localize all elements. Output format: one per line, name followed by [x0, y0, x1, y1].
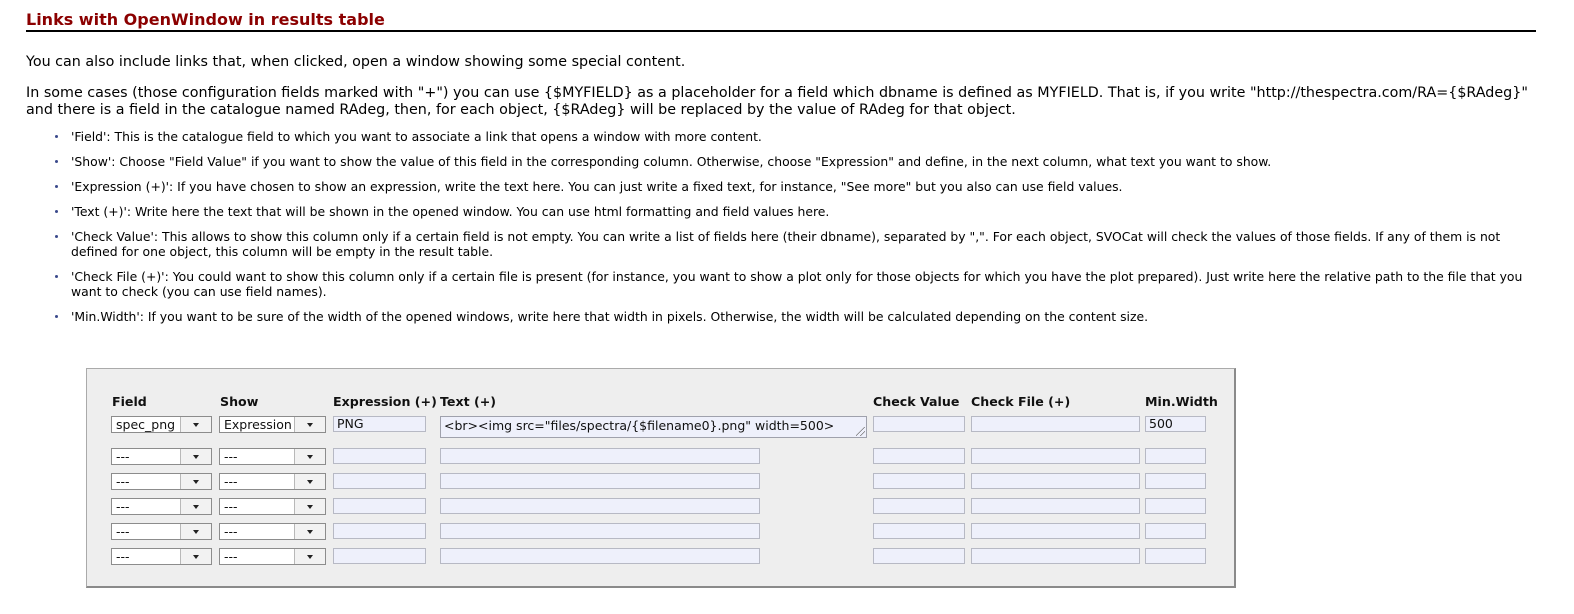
- expression-input[interactable]: [333, 473, 426, 489]
- show-select[interactable]: [219, 448, 326, 465]
- show-select-value: ---: [224, 474, 238, 489]
- show-select[interactable]: [219, 523, 326, 540]
- field-select[interactable]: [111, 473, 212, 490]
- page-content: [26, 10, 1536, 334]
- header-show: Show: [220, 394, 259, 409]
- field-select-value: ---: [116, 549, 130, 564]
- chevron-down-icon[interactable]: [180, 417, 211, 432]
- help-item-min-width: 'Min.Width': If you want to be sure of the width of the opened windows, write here that width in pixels. Otherwise, the width will be calculated depending on the content size.: [71, 309, 1536, 324]
- header-min-width: Min.Width: [1145, 394, 1218, 409]
- check-value-input[interactable]: [873, 548, 965, 564]
- chevron-down-icon[interactable]: [180, 499, 211, 514]
- chevron-down-icon[interactable]: [180, 474, 211, 489]
- chevron-down-icon[interactable]: [180, 524, 211, 539]
- text-input[interactable]: [440, 448, 760, 464]
- field-select-value: ---: [116, 449, 130, 464]
- chevron-down-icon[interactable]: [180, 449, 211, 464]
- header-expression: Expression (+): [333, 394, 437, 409]
- header-check-file: Check File (+): [971, 394, 1071, 409]
- field-select-value: spec_png: [116, 417, 176, 432]
- text-input[interactable]: [440, 523, 760, 539]
- chevron-down-icon[interactable]: [294, 417, 325, 432]
- chevron-down-icon[interactable]: [294, 474, 325, 489]
- text-textarea[interactable]: [440, 416, 867, 438]
- check-file-input[interactable]: [971, 548, 1140, 564]
- text-input[interactable]: [440, 548, 760, 564]
- show-select[interactable]: [219, 498, 326, 515]
- check-file-input[interactable]: [971, 416, 1140, 432]
- check-value-input[interactable]: [873, 448, 965, 464]
- chevron-down-icon[interactable]: [180, 549, 211, 564]
- field-select-value: ---: [116, 499, 130, 514]
- show-select[interactable]: [219, 473, 326, 490]
- text-textarea-value: <br><img src="files/spectra/{$filename0}.png" width=500>: [444, 418, 835, 433]
- check-file-input[interactable]: [971, 448, 1140, 464]
- expression-input[interactable]: [333, 548, 426, 564]
- chevron-down-icon[interactable]: [294, 524, 325, 539]
- help-item-field: 'Field': This is the catalogue field to which you want to associate a link that opens a window with more content.: [71, 129, 1536, 144]
- help-item-check-value: 'Check Value': This allows to show this column only if a certain field is not empty. You can write a list of fields here (their dbname), separated by ",". For each object, SVOCat will check the values of those fields. If any of them is not defined for one object, this column will be empty in the result table.: [71, 229, 1536, 259]
- show-select-value: ---: [224, 499, 238, 514]
- help-list: [26, 129, 1536, 324]
- show-select-value: ---: [224, 524, 238, 539]
- min-width-input[interactable]: [1145, 498, 1206, 514]
- help-item-text: 'Text (+)': Write here the text that will be shown in the opened window. You can use html formatting and field values here.: [71, 204, 1536, 219]
- openwindow-config-table: [86, 368, 1236, 588]
- min-width-input[interactable]: [1145, 473, 1206, 489]
- show-select[interactable]: [219, 416, 326, 433]
- resize-grip-icon[interactable]: [856, 427, 865, 436]
- check-file-input[interactable]: [971, 498, 1140, 514]
- show-select-value: ---: [224, 449, 238, 464]
- text-input[interactable]: [440, 473, 760, 489]
- check-value-input[interactable]: [873, 416, 965, 432]
- field-select[interactable]: [111, 548, 212, 565]
- check-file-input[interactable]: [971, 523, 1140, 539]
- field-select[interactable]: [111, 448, 212, 465]
- expression-input[interactable]: PNG: [333, 416, 426, 432]
- header-field: Field: [112, 394, 147, 409]
- chevron-down-icon[interactable]: [294, 449, 325, 464]
- check-value-input[interactable]: [873, 498, 965, 514]
- check-file-input[interactable]: [971, 473, 1140, 489]
- section-title: Links with OpenWindow in results table: [26, 10, 1536, 32]
- field-select-value: ---: [116, 474, 130, 489]
- placeholder-explanation: In some cases (those configuration fields marked with "+") you can use {$MYFIELD} as a placeholder for a field which dbname is defined as MYFIELD. That is, if you write "http://thespectra.com/RA={$RAdeg}" and there is a field in the catalogue named RAdeg, then, for each object, {$RAdeg} will be replaced by the value of RAdeg for that object.: [26, 85, 1528, 118]
- min-width-input[interactable]: [1145, 548, 1206, 564]
- expression-input[interactable]: [333, 523, 426, 539]
- header-text: Text (+): [440, 394, 497, 409]
- intro-paragraph: You can also include links that, when clicked, open a window showing some special content.: [26, 54, 686, 70]
- show-select-value: Expression: [224, 417, 292, 432]
- header-check-value: Check Value: [873, 394, 960, 409]
- min-width-input[interactable]: [1145, 523, 1206, 539]
- check-value-input[interactable]: [873, 473, 965, 489]
- chevron-down-icon[interactable]: [294, 549, 325, 564]
- min-width-input[interactable]: 500: [1145, 416, 1206, 432]
- min-width-input[interactable]: [1145, 448, 1206, 464]
- expression-input[interactable]: [333, 498, 426, 514]
- field-select[interactable]: [111, 416, 212, 433]
- chevron-down-icon[interactable]: [294, 499, 325, 514]
- check-value-input[interactable]: [873, 523, 965, 539]
- text-input[interactable]: [440, 498, 760, 514]
- show-select[interactable]: [219, 548, 326, 565]
- show-select-value: ---: [224, 549, 238, 564]
- field-select-value: ---: [116, 524, 130, 539]
- help-item-show: 'Show': Choose "Field Value" if you want to show the value of this field in the corresponding column. Otherwise, choose "Expression" and define, in the next column, what text you want to show.: [71, 154, 1536, 169]
- help-item-check-file: 'Check File (+)': You could want to show this column only if a certain file is present (for instance, you want to show a plot only for those objects for which you have the plot prepared). Just write here the relative path to the file that you want to check (you can use field names).: [71, 269, 1536, 299]
- field-select[interactable]: [111, 523, 212, 540]
- expression-input[interactable]: [333, 448, 426, 464]
- field-select[interactable]: [111, 498, 212, 515]
- help-item-expression: 'Expression (+)': If you have chosen to show an expression, write the text here. You can just write a fixed text, for instance, "See more" but you also can use field values.: [71, 179, 1536, 194]
